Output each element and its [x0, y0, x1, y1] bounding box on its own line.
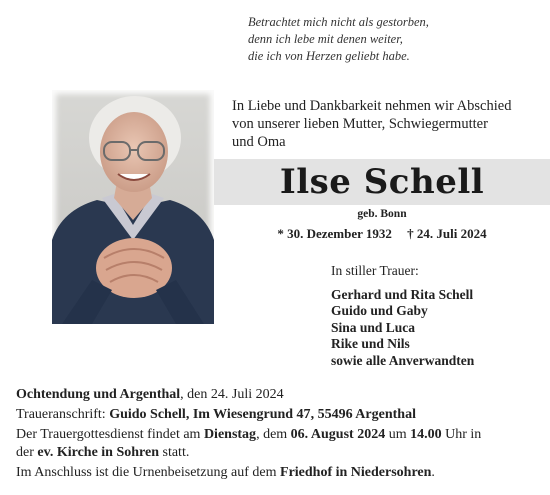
mourners-lead: In stiller Trauer: [331, 263, 419, 278]
address-name: Guido Schell [109, 407, 186, 422]
service-line-2 [16, 444, 541, 462]
life-dates [214, 226, 550, 242]
intro-line: von unserer lieben Mutter, Schwiegermutter [232, 116, 488, 132]
address-separator: , [310, 407, 318, 422]
address-line [16, 406, 541, 424]
place-date-line [16, 386, 541, 404]
address-separator: , [185, 407, 193, 422]
funeral-info [16, 386, 541, 481]
place: Ochtendung und Argenthal [16, 387, 181, 402]
farewell-intro [232, 97, 532, 151]
service-text: , dem [256, 427, 291, 442]
death-date: † 24. Juli 2024 [407, 226, 487, 241]
intro-line: In Liebe und Dankbarkeit nehmen wir Abschied [232, 98, 512, 114]
deceased-name: Ilse Schell [279, 162, 485, 202]
memorial-quote [248, 14, 508, 65]
service-text: der [16, 444, 38, 460]
burial-place: Friedhof in Niedersohren [280, 464, 432, 480]
mourner-name: Gerhard und Rita Schell [331, 286, 474, 302]
address-street: Im Wiesengrund 47 [192, 407, 311, 422]
address-label: Traueranschrift: [16, 407, 110, 422]
quote-line: die ich von Herzen geliebt habe. [248, 49, 410, 63]
address-city: 55496 Argenthal [317, 407, 416, 422]
mourner-name: Guido und Gaby [331, 303, 428, 318]
burial-text: Im Anschluss ist die Urnenbeisetzung auf dem [16, 464, 281, 480]
service-text: statt. [159, 444, 190, 460]
service-day: Dienstag [203, 427, 257, 442]
service-text: um [385, 427, 411, 442]
quote-line: denn ich lebe mit denen weiter, [248, 32, 403, 46]
birth-date: * 30. Dezember 1932 [277, 226, 392, 241]
intro-line: und Oma [232, 134, 286, 150]
portrait-illustration [52, 90, 214, 324]
portrait-photo [52, 90, 214, 324]
service-text: Der Trauergottesdienst findet am [16, 427, 204, 442]
service-text: Uhr in [441, 427, 482, 442]
service-time: 14.00 [410, 427, 442, 442]
mourner-name: Sina und Luca [331, 319, 416, 335]
service-church: ev. Kirche in Sohren [37, 444, 159, 460]
mourner-name: Rike und Nils [331, 336, 410, 351]
quote-line: Betrachtet mich nicht als gestorben, [248, 15, 429, 29]
burial-line [16, 464, 541, 482]
mourner-name: sowie alle Anverwandten [331, 352, 475, 368]
burial-text: . [431, 464, 435, 480]
place-date: , den 24. Juli 2024 [180, 387, 284, 402]
service-date: 06. August 2024 [290, 427, 386, 442]
mourners-block [331, 263, 541, 369]
service-line [16, 426, 541, 444]
maiden-name: geb. Bonn [357, 208, 407, 220]
